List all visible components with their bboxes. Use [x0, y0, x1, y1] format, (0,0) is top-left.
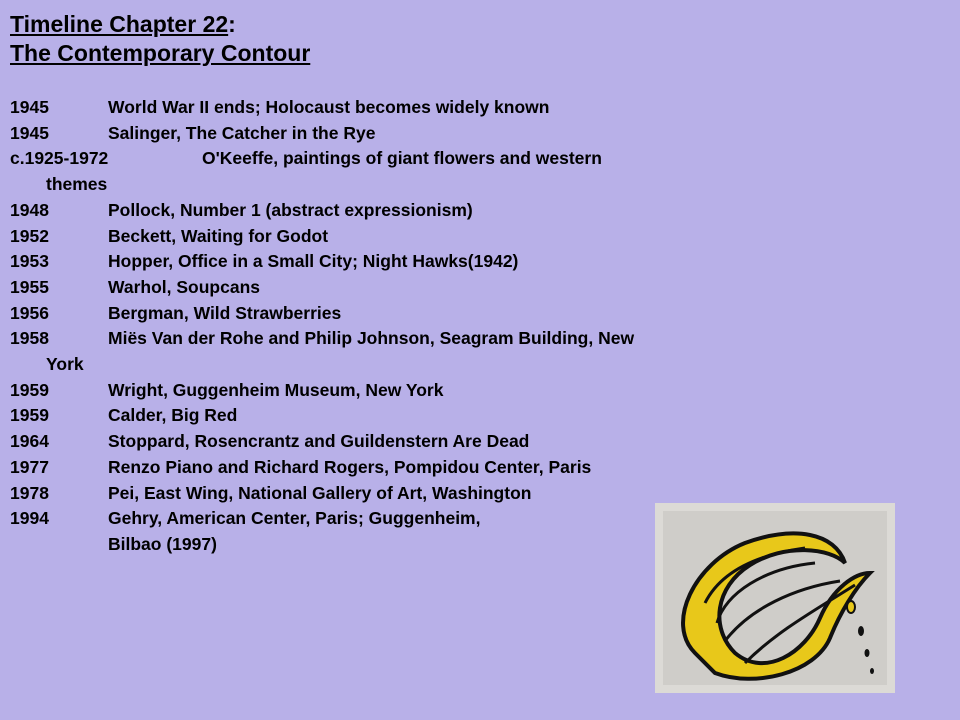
entry-continuation: themes	[46, 174, 108, 195]
entry-year: 1994	[10, 508, 49, 529]
timeline-entry	[10, 224, 770, 250]
brushstroke-artwork-image	[655, 503, 895, 693]
timeline-entry	[10, 455, 770, 481]
entry-text: Warhol, Soupcans	[108, 276, 261, 297]
entry-year: 1948	[10, 199, 49, 220]
timeline-entry	[10, 275, 770, 301]
timeline-entry	[10, 121, 770, 147]
entry-text: Hopper, Office in a Small City; Night Hawks(1942)	[108, 251, 519, 272]
timeline-entry	[10, 95, 770, 121]
entry-year: 1953	[10, 251, 49, 272]
timeline-entry	[10, 378, 770, 404]
entry-continuation: York	[46, 354, 84, 375]
entry-text: World War II ends; Holocaust becomes widely known	[108, 97, 550, 117]
entry-year: 1978	[10, 482, 49, 503]
timeline-entry	[10, 198, 770, 224]
entry-text: Pei, East Wing, National Gallery of Art, Washington	[108, 482, 532, 503]
entry-year: 1952	[10, 225, 49, 246]
entry-year: 1955	[10, 276, 49, 297]
timeline-entry	[10, 301, 770, 327]
timeline-entry	[10, 249, 770, 275]
entry-text: Stoppard, Rosencrantz and Guildenstern Are Dead	[108, 431, 530, 452]
entry-continuation: Bilbao (1997)	[108, 533, 217, 554]
entry-year: 1958	[10, 328, 49, 349]
entry-text: Bergman, Wild Strawberries	[108, 302, 342, 323]
entry-year: 1959	[10, 379, 49, 400]
entry-text: Renzo Piano and Richard Rogers, Pompidou Center, Paris	[108, 456, 592, 477]
title-line-2: The Contemporary Contour	[10, 40, 311, 66]
entry-text: Wright, Guggenheim Museum, New York	[108, 379, 444, 400]
timeline-entry	[10, 326, 770, 352]
entry-text: Miës Van der Rohe and Philip Johnson, Seagram Building, New	[108, 328, 635, 349]
entry-text: Calder, Big Red	[108, 405, 238, 426]
entry-text: Pollock, Number 1 (abstract expressionism)	[108, 199, 473, 220]
title-line-1: Timeline Chapter 22	[10, 11, 229, 37]
entry-text: Beckett, Waiting for Godot	[108, 225, 329, 246]
timeline-entry	[10, 403, 770, 429]
timeline-entry	[10, 146, 770, 172]
title-colon: :	[228, 11, 236, 37]
entry-text: Gehry, American Center, Paris; Guggenheim,	[108, 508, 481, 529]
entry-year: 1945	[10, 122, 49, 143]
timeline-list	[10, 95, 770, 558]
entry-year: c.1925-1972	[10, 148, 109, 169]
entry-year: 1959	[10, 405, 49, 426]
entry-year: 1977	[10, 456, 49, 477]
timeline-entry	[10, 429, 770, 455]
entry-text: Salinger, The Catcher in the Rye	[108, 122, 376, 143]
entry-year: 1964	[10, 431, 49, 452]
entry-text: O'Keeffe, paintings of giant flowers and western	[202, 148, 602, 169]
brushstroke-icon	[655, 503, 895, 693]
slide-title	[10, 10, 310, 68]
entry-year: 1956	[10, 302, 49, 323]
entry-year: 1945	[10, 97, 49, 117]
